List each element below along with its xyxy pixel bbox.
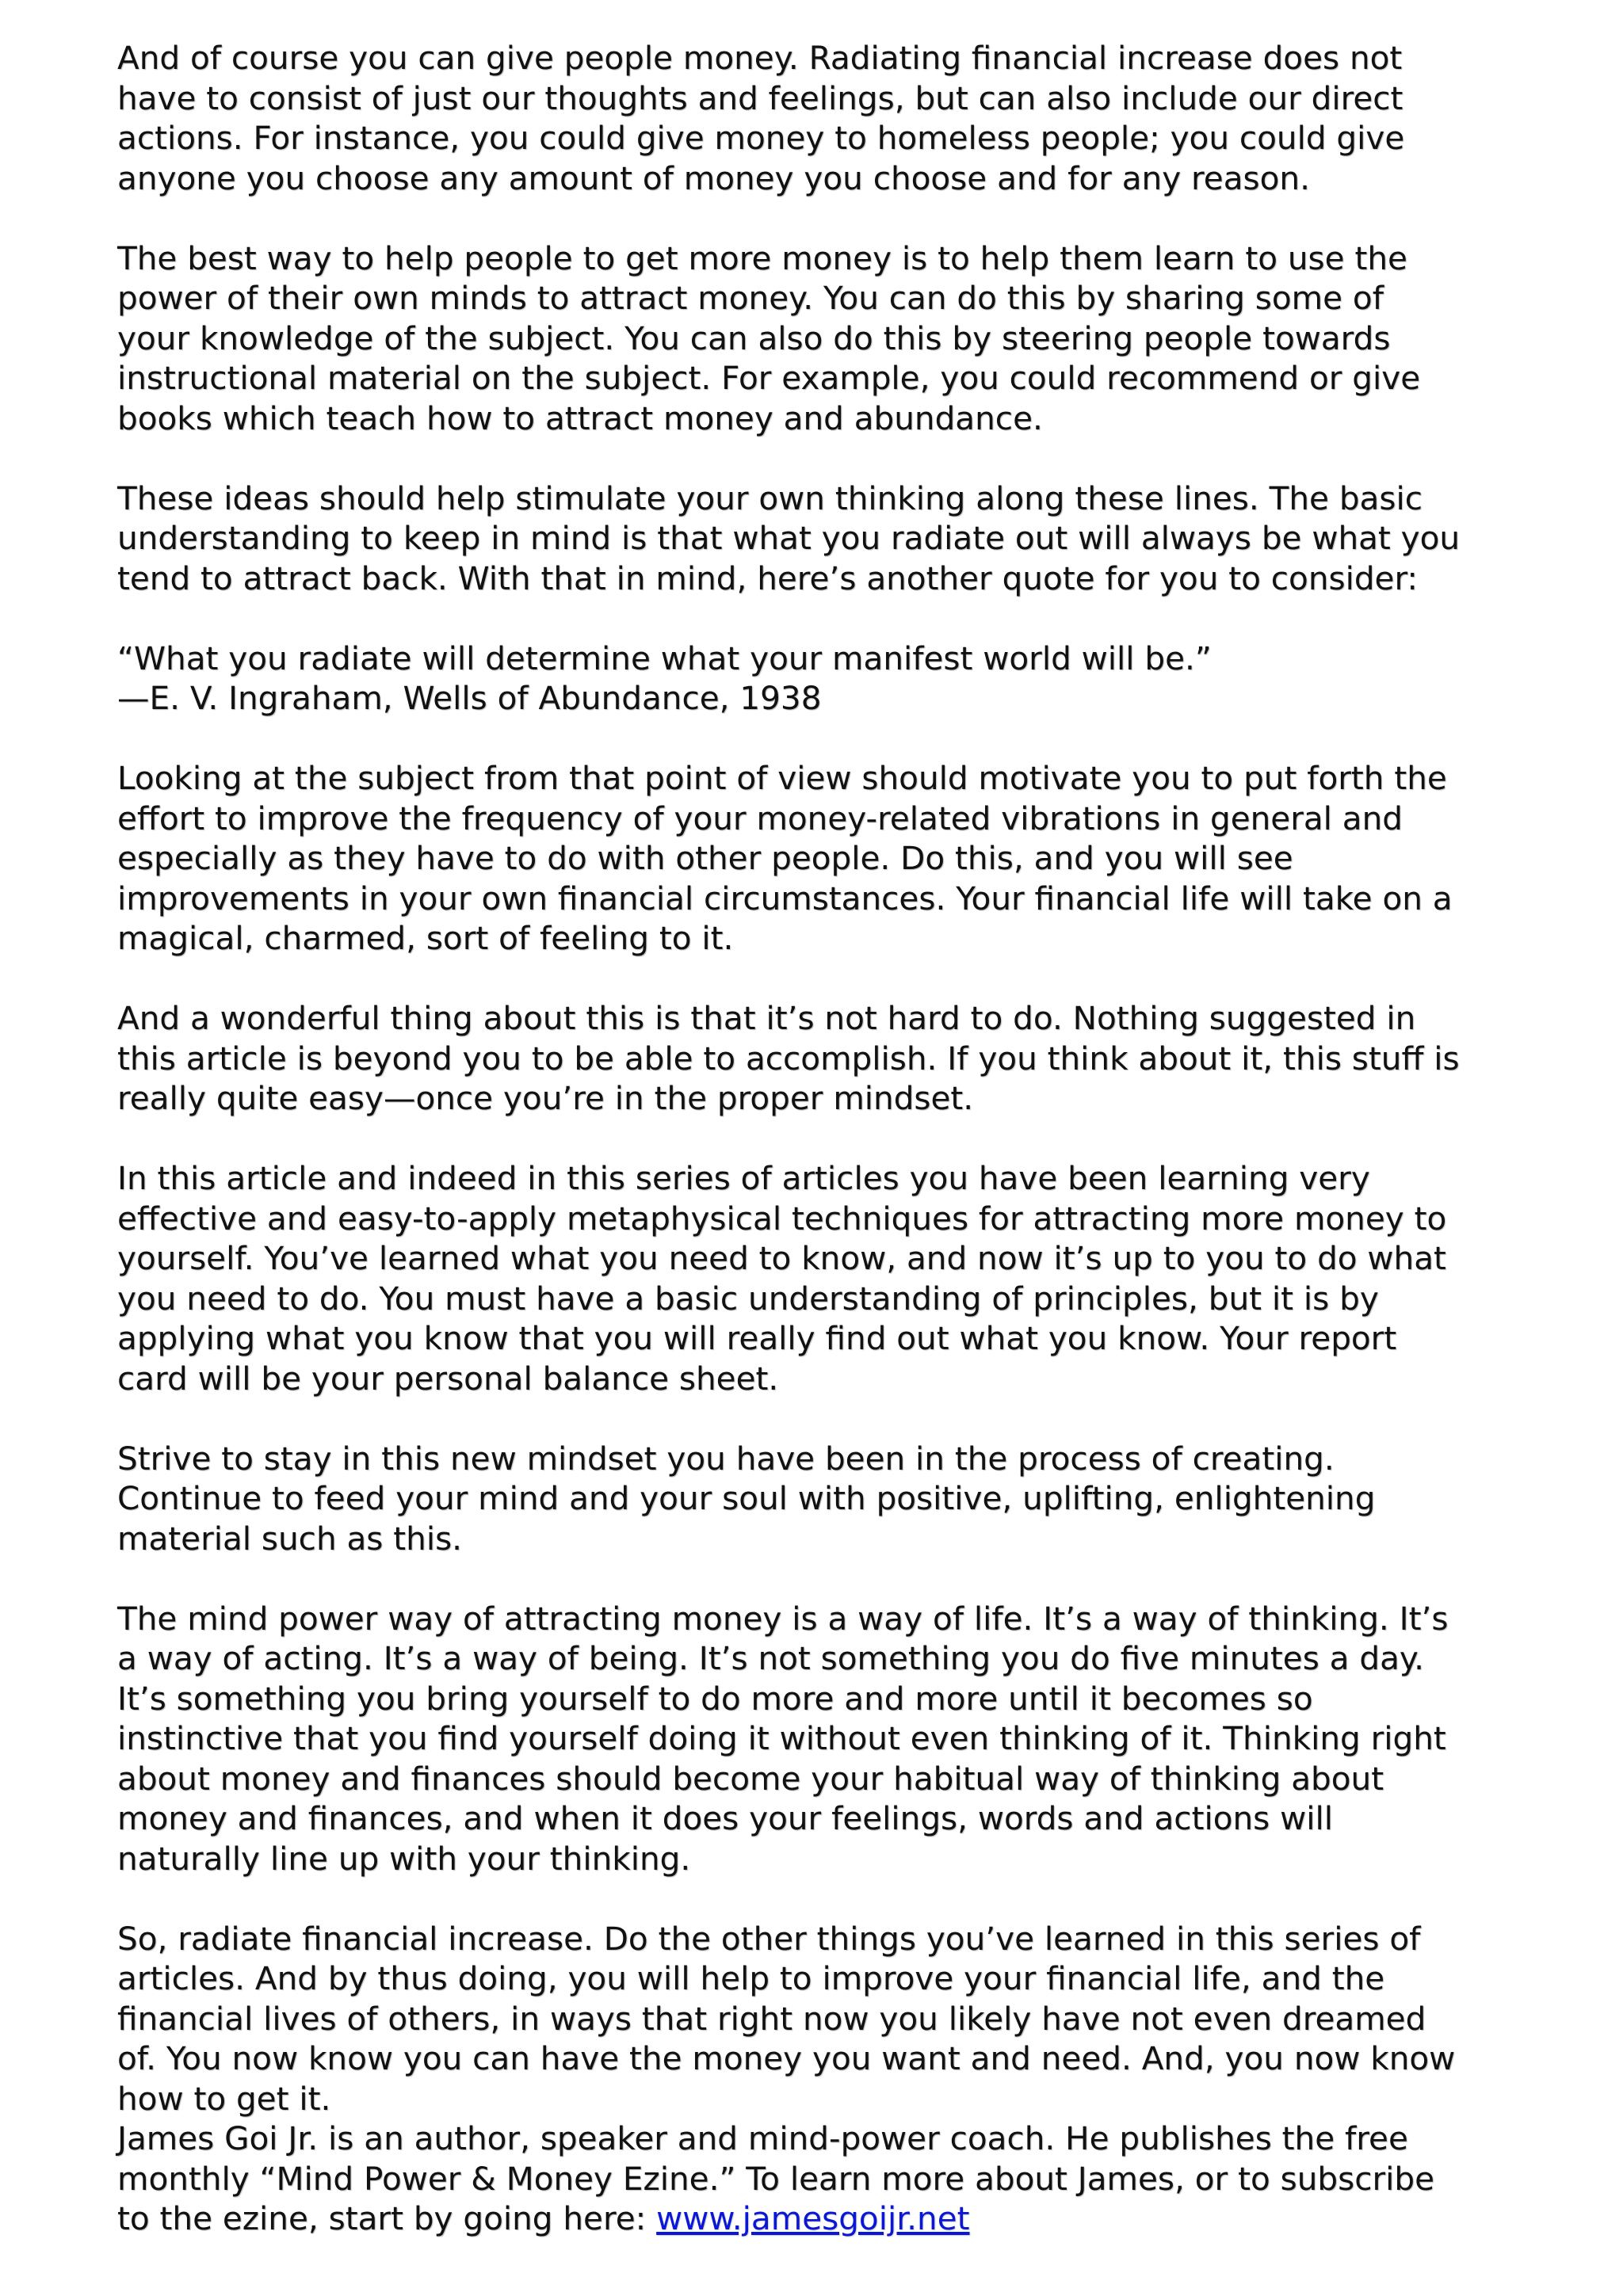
paragraph-line: about money and finances should become your habitual way of thinking about: [117, 1759, 1384, 1798]
paragraph-line: Continue to feed your mind and your soul with positive, uplifting, enlightening: [117, 1479, 1376, 1517]
paragraph-line: —E. V. Ingraham, Wells of Abundance, 1938: [117, 679, 822, 717]
article-paragraph: [117, 1599, 1544, 1879]
article-paragraph: [117, 758, 1544, 959]
paragraph-line: books which teach how to attract money and abundance.: [117, 399, 1043, 437]
article-paragraph: [117, 479, 1544, 599]
paragraph-line: financial lives of others, in ways that right now you likely have not even dreamed: [117, 1999, 1426, 2038]
paragraph-line: And of course you can give people money. Radiating financial increase does not: [117, 39, 1403, 77]
paragraph-line: power of their own minds to attract money. You can do this by sharing some of: [117, 279, 1384, 317]
paragraph-line: anyone you choose any amount of money you choose and for any reason.: [117, 158, 1310, 197]
paragraph-line: And a wonderful thing about this is that it’s not hard to do. Nothing suggested in: [117, 999, 1416, 1037]
paragraph-line: The mind power way of attracting money is a way of life. It’s a way of thinking. It’s: [117, 1599, 1449, 1638]
paragraph-line: especially as they have to do with other people. Do this, and you will see: [117, 839, 1293, 877]
paragraph-line: material such as this.: [117, 1519, 463, 1558]
paragraph-line: Strive to stay in this new mindset you have been in the process of creating.: [117, 1439, 1335, 1478]
article-paragraph: [117, 1919, 1544, 2119]
paragraph-line: yourself. You’ve learned what you need to know, and now it’s up to you to do what: [117, 1239, 1446, 1277]
article-paragraph: [117, 639, 1544, 719]
paragraph-line: So, radiate financial increase. Do the other things you’ve learned in this series of: [117, 1919, 1421, 1958]
paragraph-line: actions. For instance, you could give money to homeless people; you could give: [117, 119, 1405, 157]
paragraph-line: naturally line up with your thinking.: [117, 1839, 691, 1878]
paragraph-line: money and finances, and when it does your feelings, words and actions will: [117, 1799, 1333, 1837]
article-paragraph: [117, 238, 1544, 439]
bio-line: [117, 2199, 1544, 2239]
paragraph-line: this article is beyond you to be able to accomplish. If you think about it, this stuff is: [117, 1039, 1460, 1077]
paragraph-line: In this article and indeed in this series of articles you have been learning very: [117, 1159, 1370, 1197]
article-paragraph: [117, 38, 1544, 198]
paragraph-line: It’s something you bring yourself to do more and more until it becomes so: [117, 1679, 1313, 1718]
document-page: [117, 38, 1544, 2239]
paragraph-line: Looking at the subject from that point of view should motivate you to put forth the: [117, 759, 1447, 797]
paragraph-line: card will be your personal balance sheet.: [117, 1359, 779, 1398]
bio-line: James Goi Jr. is an author, speaker and mind-power coach. He publishes the free: [117, 2119, 1408, 2157]
paragraph-line: The best way to help people to get more money is to help them learn to use the: [117, 238, 1407, 277]
paragraph-line: effort to improve the frequency of your money-related vibrations in general and: [117, 799, 1403, 837]
paragraph-line: instructional material on the subject. For example, you could recommend or give: [117, 359, 1421, 397]
bio-line-prefix: to the ezine, start by going here:: [117, 2199, 657, 2237]
paragraph-line: “What you radiate will determine what your manifest world will be.”: [117, 639, 1212, 677]
article-paragraph: [117, 1158, 1544, 1398]
paragraph-line: of. You now know you can have the money you want and need. And, you now know: [117, 2039, 1456, 2077]
paragraph-line: tend to attract back. With that in mind, here’s another quote for you to consider:: [117, 559, 1419, 597]
paragraph-line: you need to do. You must have a basic understanding of principles, but it is by: [117, 1279, 1379, 1318]
paragraph-line: have to consist of just our thoughts and feelings, but can also include our direct: [117, 78, 1403, 117]
paragraph-line: articles. And by thus doing, you will help to improve your financial life, and the: [117, 1959, 1385, 1997]
bio-line: monthly “Mind Power & Money Ezine.” To learn more about James, or to subscribe: [117, 2159, 1434, 2198]
paragraph-line: understanding to keep in mind is that what you radiate out will always be what you: [117, 519, 1461, 557]
paragraph-line: really quite easy—once you’re in the proper mindset.: [117, 1079, 974, 1117]
author-bio-paragraph: [117, 2119, 1544, 2239]
paragraph-line: a way of acting. It’s a way of being. It’s not something you do five minutes a day.: [117, 1639, 1424, 1677]
paragraph-line: These ideas should help stimulate your own thinking along these lines. The basic: [117, 479, 1423, 517]
article-body: [117, 38, 1544, 2119]
paragraph-line: effective and easy-to-apply metaphysical techniques for attracting more money to: [117, 1199, 1447, 1238]
paragraph-line: your knowledge of the subject. You can also do this by steering people towards: [117, 318, 1391, 357]
paragraph-line: how to get it.: [117, 2079, 331, 2118]
article-paragraph: [117, 998, 1544, 1119]
paragraph-line: applying what you know that you will really find out what you know. Your report: [117, 1319, 1397, 1357]
paragraph-line: magical, charmed, sort of feeling to it.: [117, 919, 734, 957]
author-website-link[interactable]: www.jamesgoijr.net: [656, 2199, 970, 2237]
paragraph-line: instinctive that you find yourself doing it without even thinking of it. Thinking right: [117, 1719, 1446, 1757]
article-paragraph: [117, 1439, 1544, 1559]
paragraph-line: improvements in your own financial circumstances. Your financial life will take on a: [117, 879, 1453, 917]
